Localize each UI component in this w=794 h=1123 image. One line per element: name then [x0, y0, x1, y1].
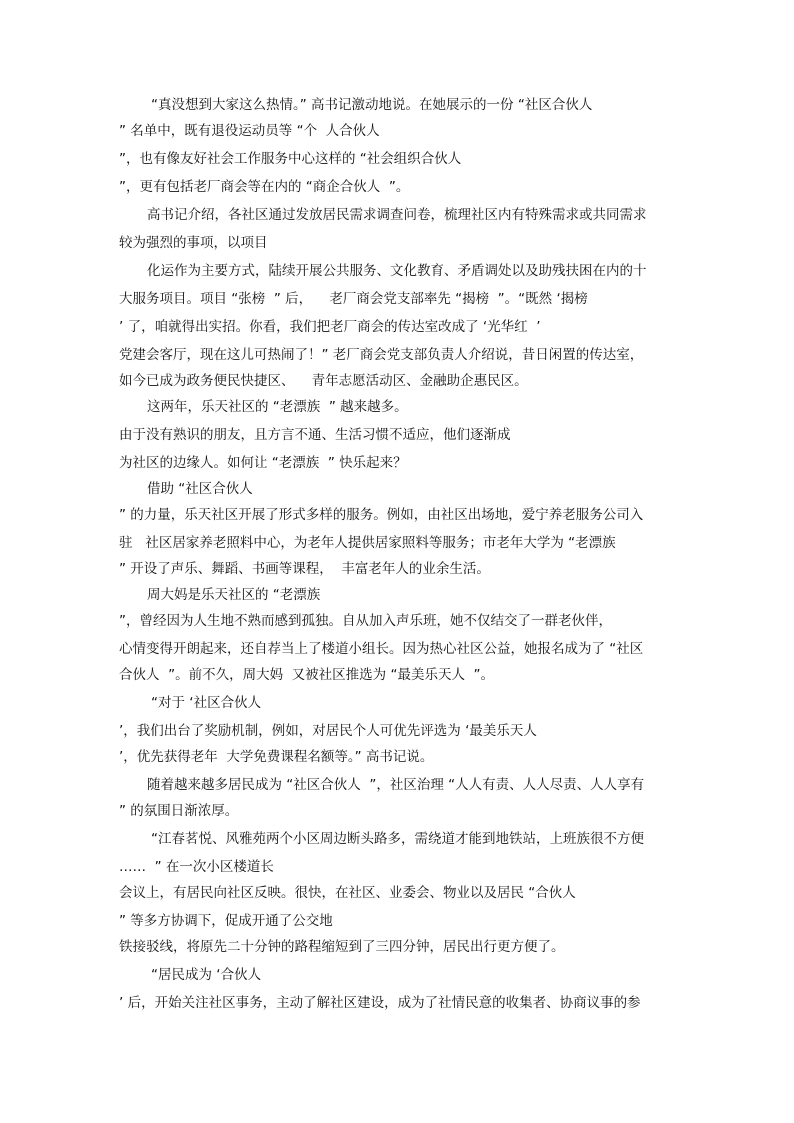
- text-line: ’ 后，开始关注社区事务，主动了解社区建设，成为了社情民意的收集者、协商议事的参: [119, 995, 641, 1011]
- text-line: ” 名单中，既有退役运动员等 “个 人合伙人: [119, 123, 380, 139]
- text-line: ” 开设了声乐、舞蹈、书画等课程， 丰富老年人的业余生活。: [119, 561, 490, 577]
- text-line: ”，更有包括老厂商会等在内的 “商企合伙人 ”。: [119, 179, 410, 195]
- text-line: “江春茗悦、风雅苑两个小区周边断头路多，需绕道才能到地铁站，上班族很不方便: [151, 831, 644, 847]
- text-line: ’，我们出台了奖励机制，例如，对居民个人可优先评选为 ‘最美乐天人: [119, 723, 537, 739]
- text-line: 高书记介绍，各社区通过发放居民需求调查问卷，梳理社区内有特殊需求或共同需求: [147, 207, 647, 223]
- text-line: ’ 了，咱就得出实招。你看，我们把老厂商会的传达室改成了 ‘光华红 ’: [119, 319, 541, 335]
- text-line: 由于没有熟识的朋友，且方言不通、生活习惯不适应，他们逐渐成: [119, 427, 511, 443]
- text-line: ” 等多方协调下，促成开通了公交地: [119, 913, 333, 929]
- text-line: 大服务项目。项目 “张榜 ” 后， 老厂商会党支部率先 “揭榜 ”。“既然 ‘揭榜: [119, 291, 588, 307]
- text-line: 合伙人 ”。前不久，周大妈 又被社区推选为 “最美乐天人 ”。: [119, 667, 495, 683]
- text-line: 较为强烈的事项，以项目: [119, 235, 268, 251]
- text-line: 党建会客厅，现在这儿可热闹了！” 老厂商会党支部负责人介绍说，昔日闲置的传达室，: [119, 347, 644, 363]
- text-line: 借助 “社区合伙人: [147, 481, 253, 497]
- text-line: ” 的力量，乐天社区开展了形式多样的服务。例如，由社区出场地，爱宁养老服务公司入: [119, 507, 644, 523]
- text-line: ”，也有像友好社会工作服务中心这样的 “社会组织合伙人: [119, 151, 462, 167]
- text-line: …… ” 在一次小区楼道长: [119, 859, 274, 875]
- text-line: ”，曾经因为人生地不熟而感到孤独。自从加入声乐班，她不仅结交了一群老伙伴，: [119, 613, 612, 629]
- text-line: 心情变得开朗起来，还自荐当上了楼道小组长。因为热心社区公益，她报名成为了 “社区: [119, 641, 644, 657]
- text-line: 周大妈是乐天社区的 “老漂族: [147, 587, 321, 603]
- text-line: 铁接驳线，将原先二十分钟的路程缩短到了三四分钟，居民出行更方便了。: [119, 939, 565, 955]
- text-line: “对于 ‘社区合伙人: [151, 695, 262, 711]
- text-line: 化运作为主要方式，陆续开展公共服务、文化教育、矛盾调处以及助残扶困在内的十: [147, 263, 647, 279]
- text-line: “居民成为 ‘合伙人: [151, 967, 262, 983]
- text-line: 这两年，乐天社区的 “老漂族 ” 越来越多。: [147, 399, 408, 415]
- text-line: 驻 社区居家养老照料中心，为老年人提供居家照料等服务；市老年大学为 “老漂族: [119, 535, 616, 551]
- text-line: “真没想到大家这么热情。” 高书记激动地说。在她展示的一份 “社区合伙人: [151, 97, 593, 113]
- text-line: 会议上，有居民向社区反映。很快，在社区、业委会、物业以及居民 “合伙人: [119, 885, 576, 901]
- text-line: ” 的氛围日渐浓厚。: [119, 803, 239, 819]
- text-line: 如今已成为政务便民快捷区、 青年志愿活动区、金融助企惠民区。: [119, 373, 528, 389]
- text-line: ’，优先获得老年 大学免费课程名额等。” 高书记说。: [119, 749, 434, 765]
- text-line: 为社区的边缘人。如何让 “老漂族 ” 快乐起来？: [119, 455, 407, 471]
- text-line: 随着越来越多居民成为 “社区合伙人 ”，社区治理 “人人有责、人人尽责、人人享有: [147, 777, 645, 793]
